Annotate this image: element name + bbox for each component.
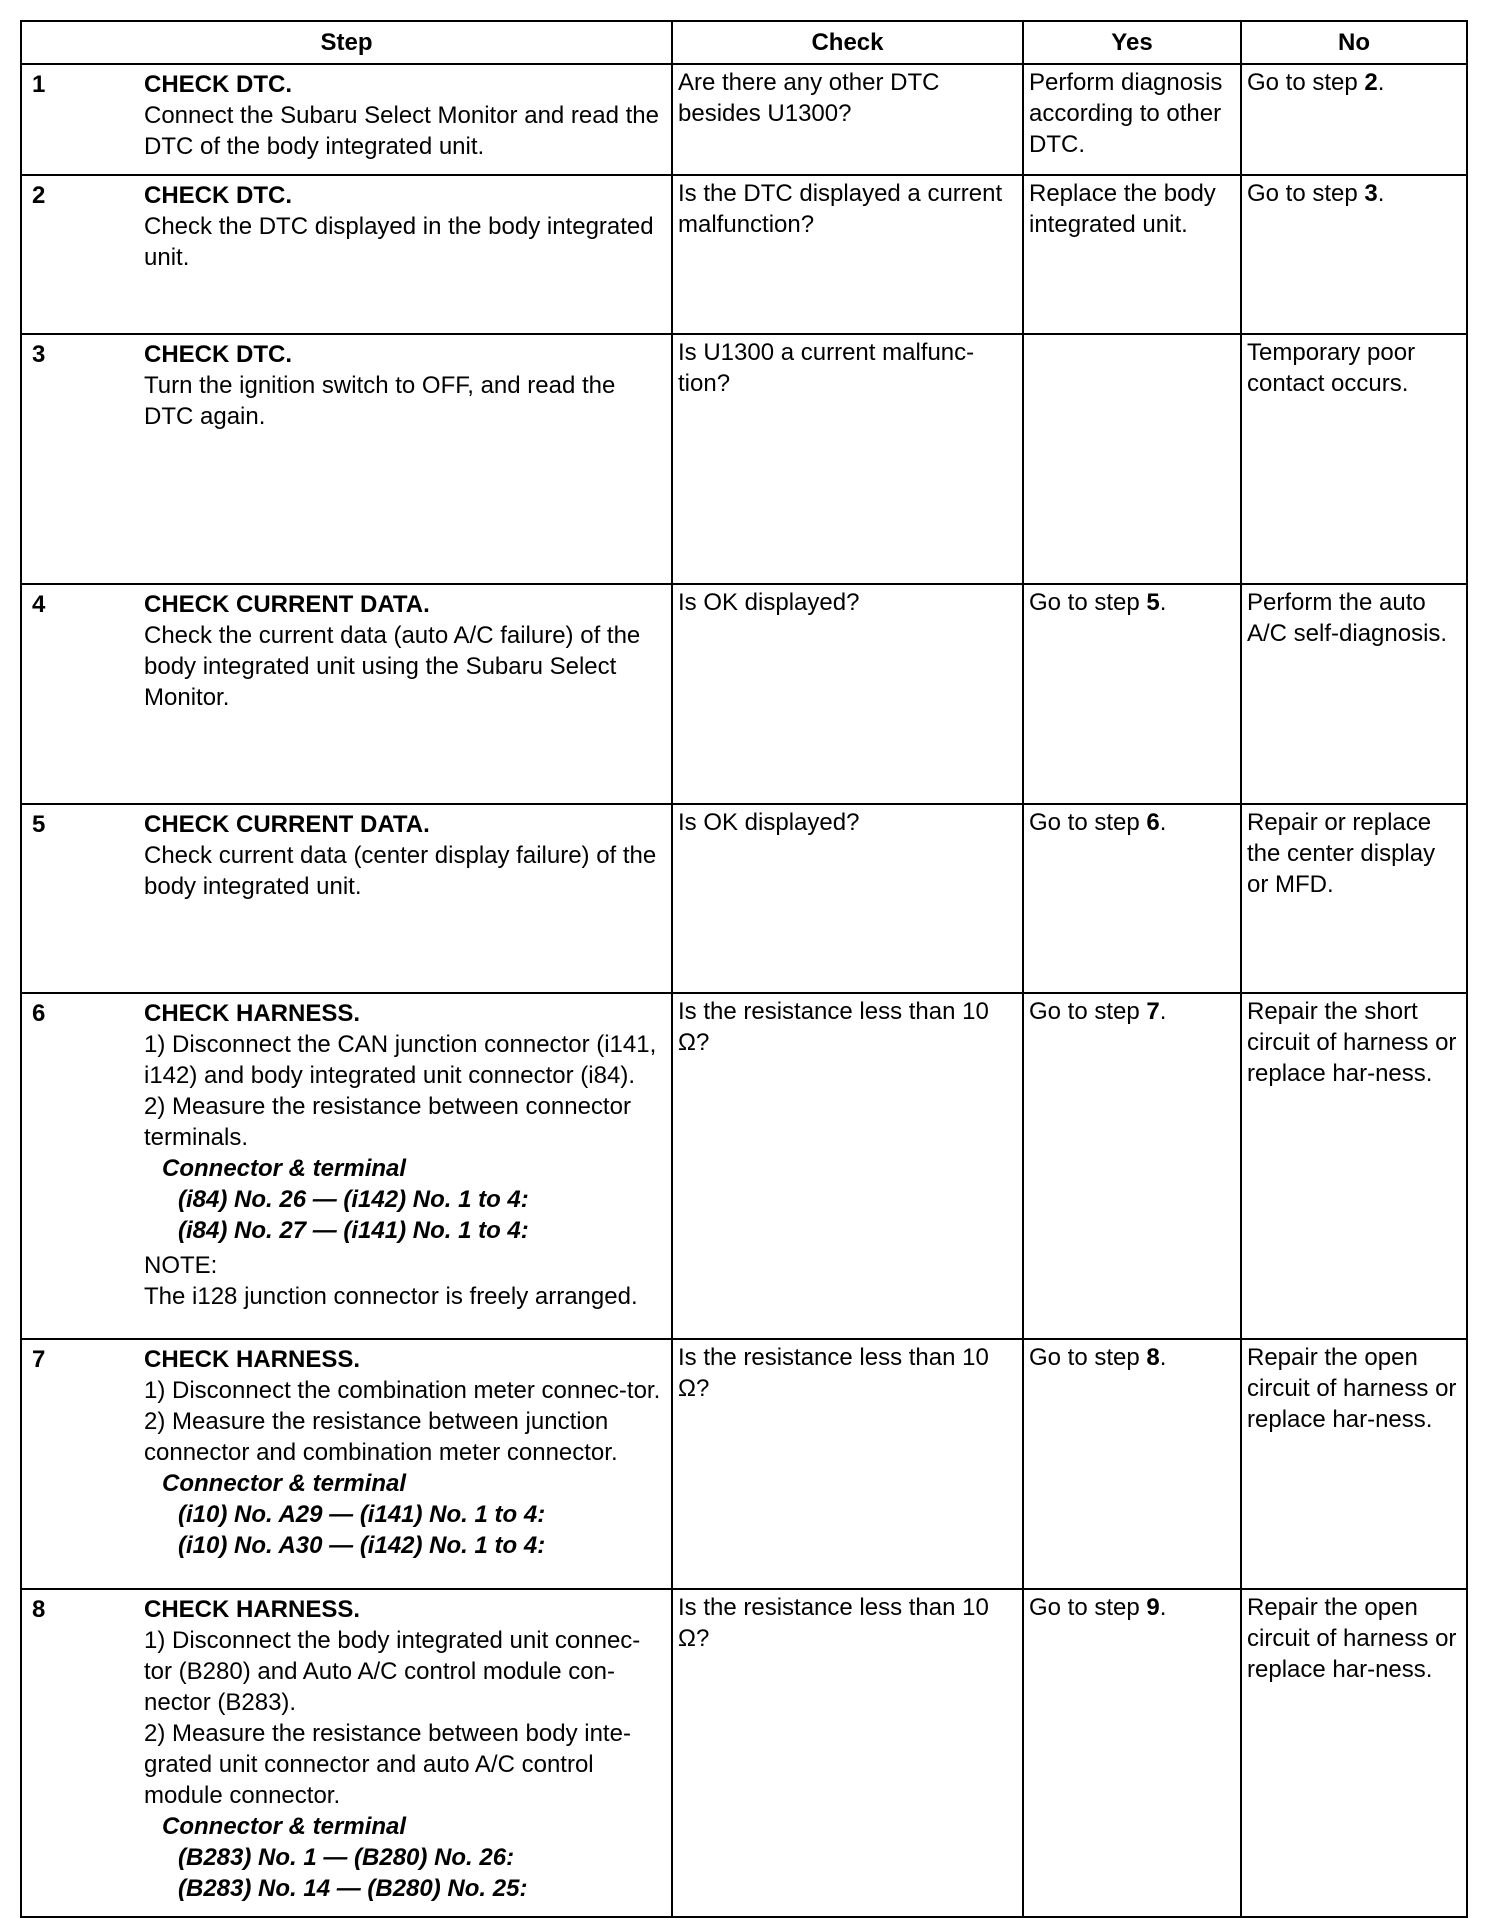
check-cell: Is the resistance less than 10 Ω? [672, 1589, 1023, 1917]
no-text: Go to step [1247, 180, 1365, 207]
step-title: CHECK CURRENT DATA. [144, 591, 430, 618]
spec-title: Connector & terminal [162, 1155, 407, 1182]
no-cell: Temporary poor contact occurs. [1241, 334, 1467, 584]
step-cell [21, 334, 672, 584]
yes-cell [1023, 334, 1241, 584]
step-cell [21, 584, 672, 804]
spec-line: (i10) No. A30 — (i142) No. 1 to 4: [178, 1532, 546, 1559]
step-title: CHECK DTC. [144, 341, 292, 368]
spec-line: (i84) No. 27 — (i141) No. 1 to 4: [178, 1217, 529, 1244]
yes-text-suffix: . [1159, 1344, 1167, 1371]
diagnostic-table [20, 20, 1468, 1918]
no-cell: Repair the short circuit of harness or replace har-ness. [1241, 993, 1467, 1339]
step-number: 8 [32, 1596, 46, 1623]
header-yes: Yes [1023, 21, 1241, 64]
no-cell: Repair the open circuit of harness or replace har-ness. [1241, 1589, 1467, 1917]
table-row [21, 1339, 1467, 1589]
step-number: 1 [32, 71, 46, 98]
header-no: No [1241, 21, 1467, 64]
yes-cell: Perform diagnosis according to other DTC. [1023, 64, 1241, 175]
yes-cell [1023, 584, 1241, 804]
table-row [21, 993, 1467, 1339]
no-cell: Perform the auto A/C self-diagnosis. [1241, 584, 1467, 804]
table-row [21, 334, 1467, 584]
step-title: CHECK CURRENT DATA. [144, 811, 430, 838]
step-text: 2) Measure the resistance between junction connector and combination meter connector. [144, 1408, 618, 1466]
check-cell: Is the resistance less than 10 Ω? [672, 1339, 1023, 1589]
step-cell [21, 804, 672, 993]
step-text: 1) Disconnect the body integrated unit connec-tor (B280) and Auto A/C control module con-nector (B283). [144, 1627, 641, 1716]
diagnostic-page [20, 20, 1466, 1918]
step-ref: 5 [1146, 589, 1160, 616]
no-text-suffix: . [1377, 180, 1385, 207]
yes-cell [1023, 1589, 1241, 1917]
table-row [21, 804, 1467, 993]
note-text: The i128 junction connector is freely arranged. [144, 1283, 638, 1310]
step-text: Turn the ignition switch to OFF, and read the DTC again. [144, 372, 616, 430]
step-text: Check the DTC displayed in the body integrated unit. [144, 213, 654, 271]
yes-text: Go to step [1029, 1344, 1147, 1371]
yes-cell: Replace the body integrated unit. [1023, 175, 1241, 334]
spec-title: Connector & terminal [162, 1470, 407, 1497]
step-text: Check the current data (auto A/C failure) of the body integrated unit using the Subaru Select Monitor. [144, 622, 641, 711]
step-number: 7 [32, 1346, 46, 1373]
yes-text-suffix: . [1159, 1594, 1167, 1621]
table-row [21, 175, 1467, 334]
spec-line: (B283) No. 1 — (B280) No. 26: [178, 1844, 515, 1871]
yes-text: Go to step [1029, 1594, 1147, 1621]
spec-line: (B283) No. 14 — (B280) No. 25: [178, 1875, 528, 1902]
step-number: 6 [32, 1000, 46, 1027]
table-row [21, 1589, 1467, 1917]
step-text: 2) Measure the resistance between body inte-grated unit connector and auto A/C control module connector. [144, 1720, 631, 1809]
yes-text: Go to step [1029, 998, 1147, 1025]
step-title: CHECK HARNESS. [144, 1000, 361, 1027]
step-text: 1) Disconnect the CAN junction connector (i141, i142) and body integrated unit connector (i84). [144, 1031, 657, 1089]
table-row [21, 584, 1467, 804]
step-number: 3 [32, 341, 46, 368]
header-row [21, 21, 1467, 64]
step-title: CHECK DTC. [144, 71, 292, 98]
step-title: CHECK DTC. [144, 182, 292, 209]
check-cell: Is OK displayed? [672, 804, 1023, 993]
step-ref: 7 [1146, 998, 1160, 1025]
step-ref: 3 [1364, 180, 1378, 207]
check-cell: Are there any other DTC besides U1300? [672, 64, 1023, 175]
yes-cell [1023, 804, 1241, 993]
header-step: Step [21, 21, 672, 64]
step-ref: 6 [1146, 809, 1160, 836]
step-cell [21, 1339, 672, 1589]
step-text: 2) Measure the resistance between connector terminals. [144, 1093, 631, 1151]
step-cell [21, 64, 672, 175]
step-text: Check current data (center display failure) of the body integrated unit. [144, 842, 657, 900]
note-label: NOTE: [144, 1252, 218, 1279]
check-cell: Is the DTC displayed a current malfunction? [672, 175, 1023, 334]
no-cell [1241, 175, 1467, 334]
yes-text: Go to step [1029, 809, 1147, 836]
step-text: Connect the Subaru Select Monitor and read the DTC of the body integrated unit. [144, 102, 659, 160]
check-cell: Is U1300 a current malfunc-tion? [672, 334, 1023, 584]
step-number: 2 [32, 182, 46, 209]
step-text: 1) Disconnect the combination meter connec-tor. [144, 1377, 661, 1404]
step-title: CHECK HARNESS. [144, 1346, 361, 1373]
yes-text: Go to step [1029, 589, 1147, 616]
step-title: CHECK HARNESS. [144, 1596, 361, 1623]
yes-text-suffix: . [1159, 998, 1167, 1025]
no-cell [1241, 64, 1467, 175]
step-ref: 2 [1364, 69, 1378, 96]
step-number: 5 [32, 811, 46, 838]
no-cell: Repair the open circuit of harness or replace har-ness. [1241, 1339, 1467, 1589]
spec-line: (i10) No. A29 — (i141) No. 1 to 4: [178, 1501, 546, 1528]
step-ref: 9 [1146, 1594, 1160, 1621]
check-cell: Is OK displayed? [672, 584, 1023, 804]
table-row [21, 64, 1467, 175]
check-cell: Is the resistance less than 10 Ω? [672, 993, 1023, 1339]
step-number: 4 [32, 591, 46, 618]
step-cell [21, 993, 672, 1339]
yes-text-suffix: . [1159, 809, 1167, 836]
step-cell [21, 175, 672, 334]
yes-text-suffix: . [1159, 589, 1167, 616]
step-cell [21, 1589, 672, 1917]
header-check: Check [672, 21, 1023, 64]
no-cell: Repair or replace the center display or MFD. [1241, 804, 1467, 993]
yes-cell [1023, 1339, 1241, 1589]
spec-line: (i84) No. 26 — (i142) No. 1 to 4: [178, 1186, 529, 1213]
spec-title: Connector & terminal [162, 1813, 407, 1840]
no-text: Go to step [1247, 69, 1365, 96]
yes-cell [1023, 993, 1241, 1339]
step-ref: 8 [1146, 1344, 1160, 1371]
no-text-suffix: . [1377, 69, 1385, 96]
